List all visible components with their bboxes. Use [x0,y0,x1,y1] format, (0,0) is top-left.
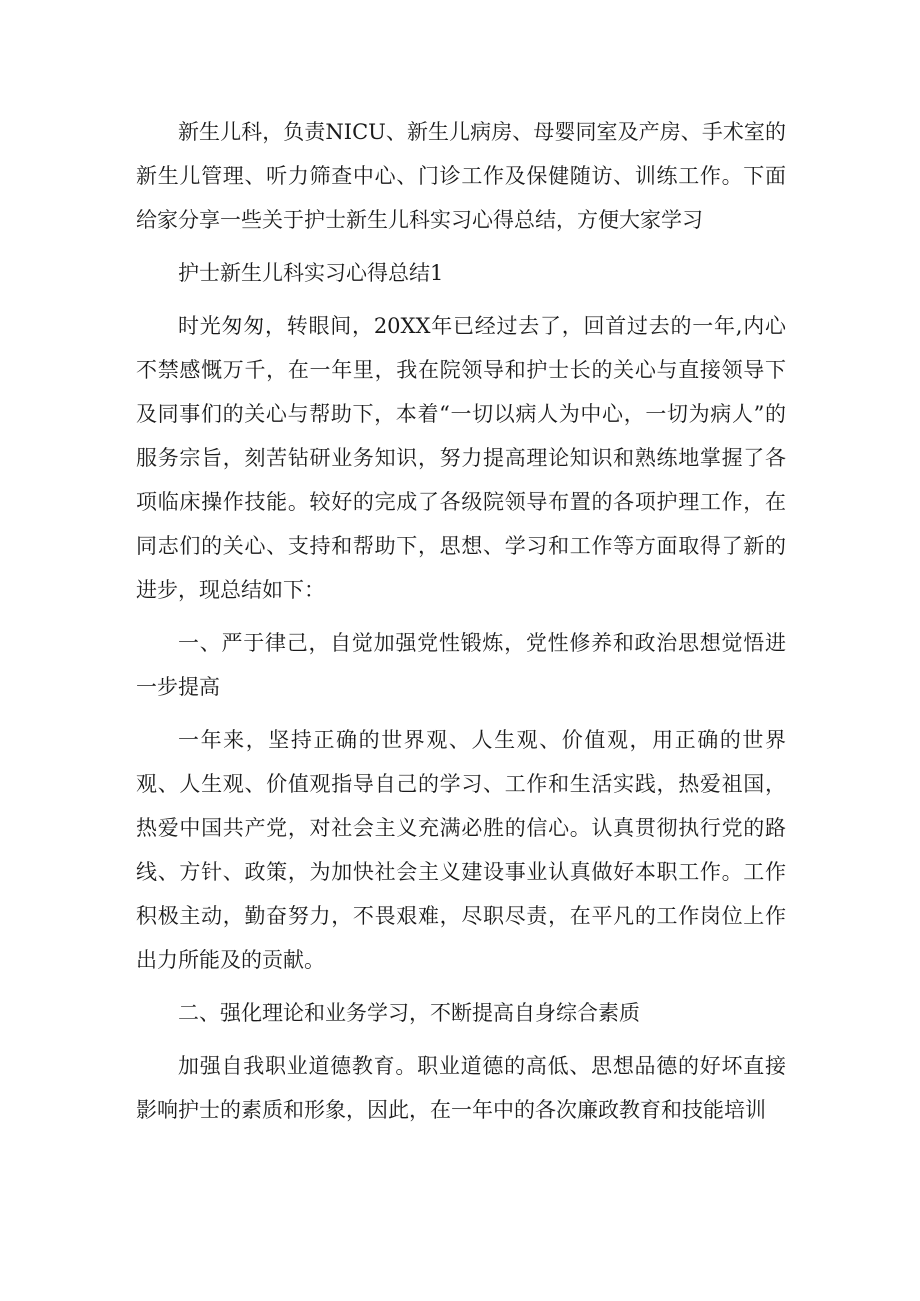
article-title: 护士新生儿科实习心得总结1 [178,261,444,285]
body-paragraph: 一年来，坚持正确的世界观、人生观、价值观，用正确的世界观、人生观、价值观指导自己的学习、工作和生活实践，热爱祖国，热爱中国共产党，对社会主义充满必胜的信心。认真贯彻执行党的路线、方针、政策，为加快社会主义建设事业认真做好本职工作。工作积极主动，勤奋努力，不畏艰难，尽职尽责，在平凡的工作岗位上作出力所能及的贡献。 [136,728,786,972]
intro-paragraph: 新生儿科，负责NICU、新生儿病房、母婴同室及产房、手术室的新生儿管理、听力筛查中心、门诊工作及保健随访、训练工作。下面给家分享一些关于护士新生儿科实习心得总结，方便大家学习 [136,120,786,232]
document-body [136,110,786,1141]
body-paragraph: 时光匆匆，转眼间，20XX年已经过去了，回首过去的一年,内心不禁感慨万千，在一年里，我在院领导和护士长的关心与直接领导下及同事们的关心与帮助下，本着“一切以病人为中心，一切为病人”的服务宗旨，刻苦钻研业务知识，努力提高理论知识和熟练地掌握了各项临床操作技能。较好的完成了各级院领导布置的各项护理工作，在同志们的关心、支持和帮助下，思想、学习和工作等方面取得了新的进步，现总结如下： [136,314,786,602]
body-paragraph: 加强自我职业道德教育。职业道德的高低、思想品德的好坏直接影响护士的素质和形象，因此，在一年中的各次廉政教育和技能培训 [136,1054,786,1122]
section-heading-1: 一、严于律己，自觉加强党性锻炼，党性修养和政治思想觉悟进一步提高 [136,631,786,699]
section-heading-2: 二、强化理论和业务学习，不断提高自身综合素质 [178,1001,640,1025]
